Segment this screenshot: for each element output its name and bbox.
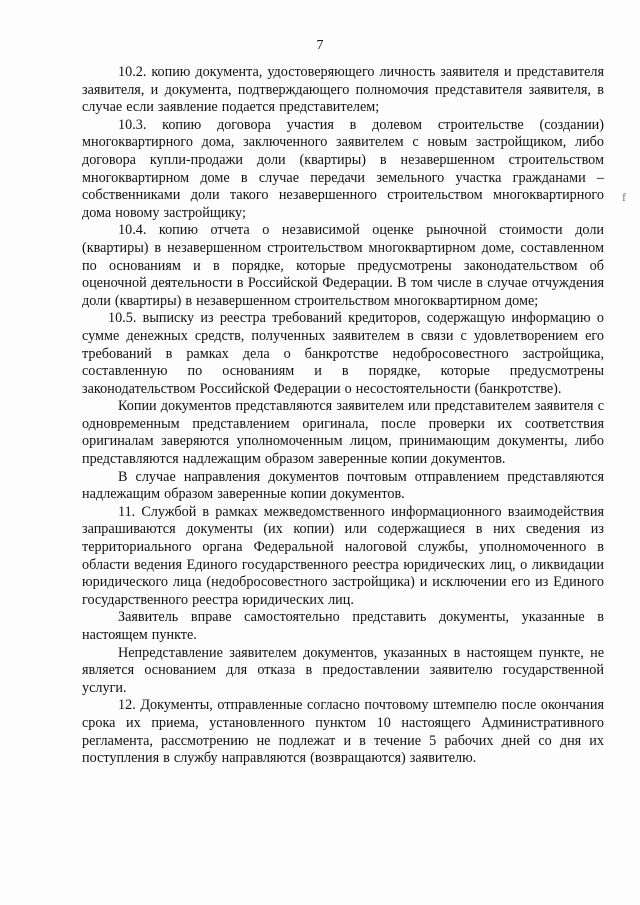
margin-mark: f bbox=[622, 190, 626, 204]
paragraph-10-3: 10.3. копию договора участия в долевом строительстве (создании) многоквартирного дома, заключенного заявителем с новым застройщиком, либо договора купли-продажи доли (квартиры) в незавершенном строительством многоквартирном доме в случае передачи земельного участка гражданами – собственниками доли такого незавершенного строительством многоквартирного дома новому застройщику; bbox=[82, 116, 604, 221]
paragraph-12: 12. Документы, отправленные согласно почтовому штемпелю после окончания срока их приема, установленного пунктом 10 настоящего Административного регламента, рассмотрению не подлежат и в течение 5 рабочих дней со дня их поступления в службу направляются (возвращаются) заявителю. bbox=[82, 697, 604, 767]
paragraph-non-submission: Непредставление заявителем документов, указанных в настоящем пункте, не является основанием для отказа в предоставлении заявителю государственной услуги. bbox=[82, 644, 604, 696]
paragraph-applicant-right: Заявитель вправе самостоятельно представить документы, указанные в настоящем пункте. bbox=[82, 609, 604, 643]
document-body bbox=[82, 64, 604, 768]
page-number: 7 bbox=[316, 38, 324, 53]
paragraph-copies: Копии документов представляются заявителем или представителем заявителя с одновременным представлением оригинала, после проверки их соответствия оригиналам заверяются уполномоченным лицом, принимающим документы, либо представляются надлежащим образом заверенные копии документов. bbox=[82, 398, 604, 468]
paragraph-10-2: 10.2. копию документа, удостоверяющего личность заявителя и представителя заявителя, и документа, подтверждающего полномочия представителя заявителя, в случае если заявление подается представителем; bbox=[82, 64, 604, 116]
paragraph-10-5: 10.5. выписку из реестра требований кредиторов, содержащую информацию о сумме денежных средств, полученных заявителем в связи с удовлетворением его требований в рамках дела о банкротстве недобросовестного застройщика, составленную по основаниям и в порядке, которые предусмотрены законодательством Российской Федерации о несостоятельности (банкротстве). bbox=[82, 310, 604, 397]
paragraph-10-4: 10.4. копию отчета о независимой оценке рыночной стоимости доли (квартиры) в незавершенном строительством многоквартирном доме, составленном по основаниям и в порядке, которые предусмотрены законодательством об оценочной деятельности в Российской Федерации. В том числе в случае отчуждения доли (квартиры) в незавершенном строительством многоквартирном доме; bbox=[82, 222, 604, 309]
paragraph-11: 11. Службой в рамках межведомственного информационного взаимодействия запрашиваются документы (их копии) или содержащиеся в них сведения из территориального органа Федеральной налоговой службы, уполномоченного в области ведения Единого государственного реестра юридических лиц, о ликвидации юридического лица (недобросовестного застройщика) и исключении его из Единого государственного реестра юридических лиц. bbox=[82, 503, 604, 608]
paragraph-postal: В случае направления документов почтовым отправлением представляются надлежащим образом заверенные копии документов. bbox=[82, 468, 604, 503]
